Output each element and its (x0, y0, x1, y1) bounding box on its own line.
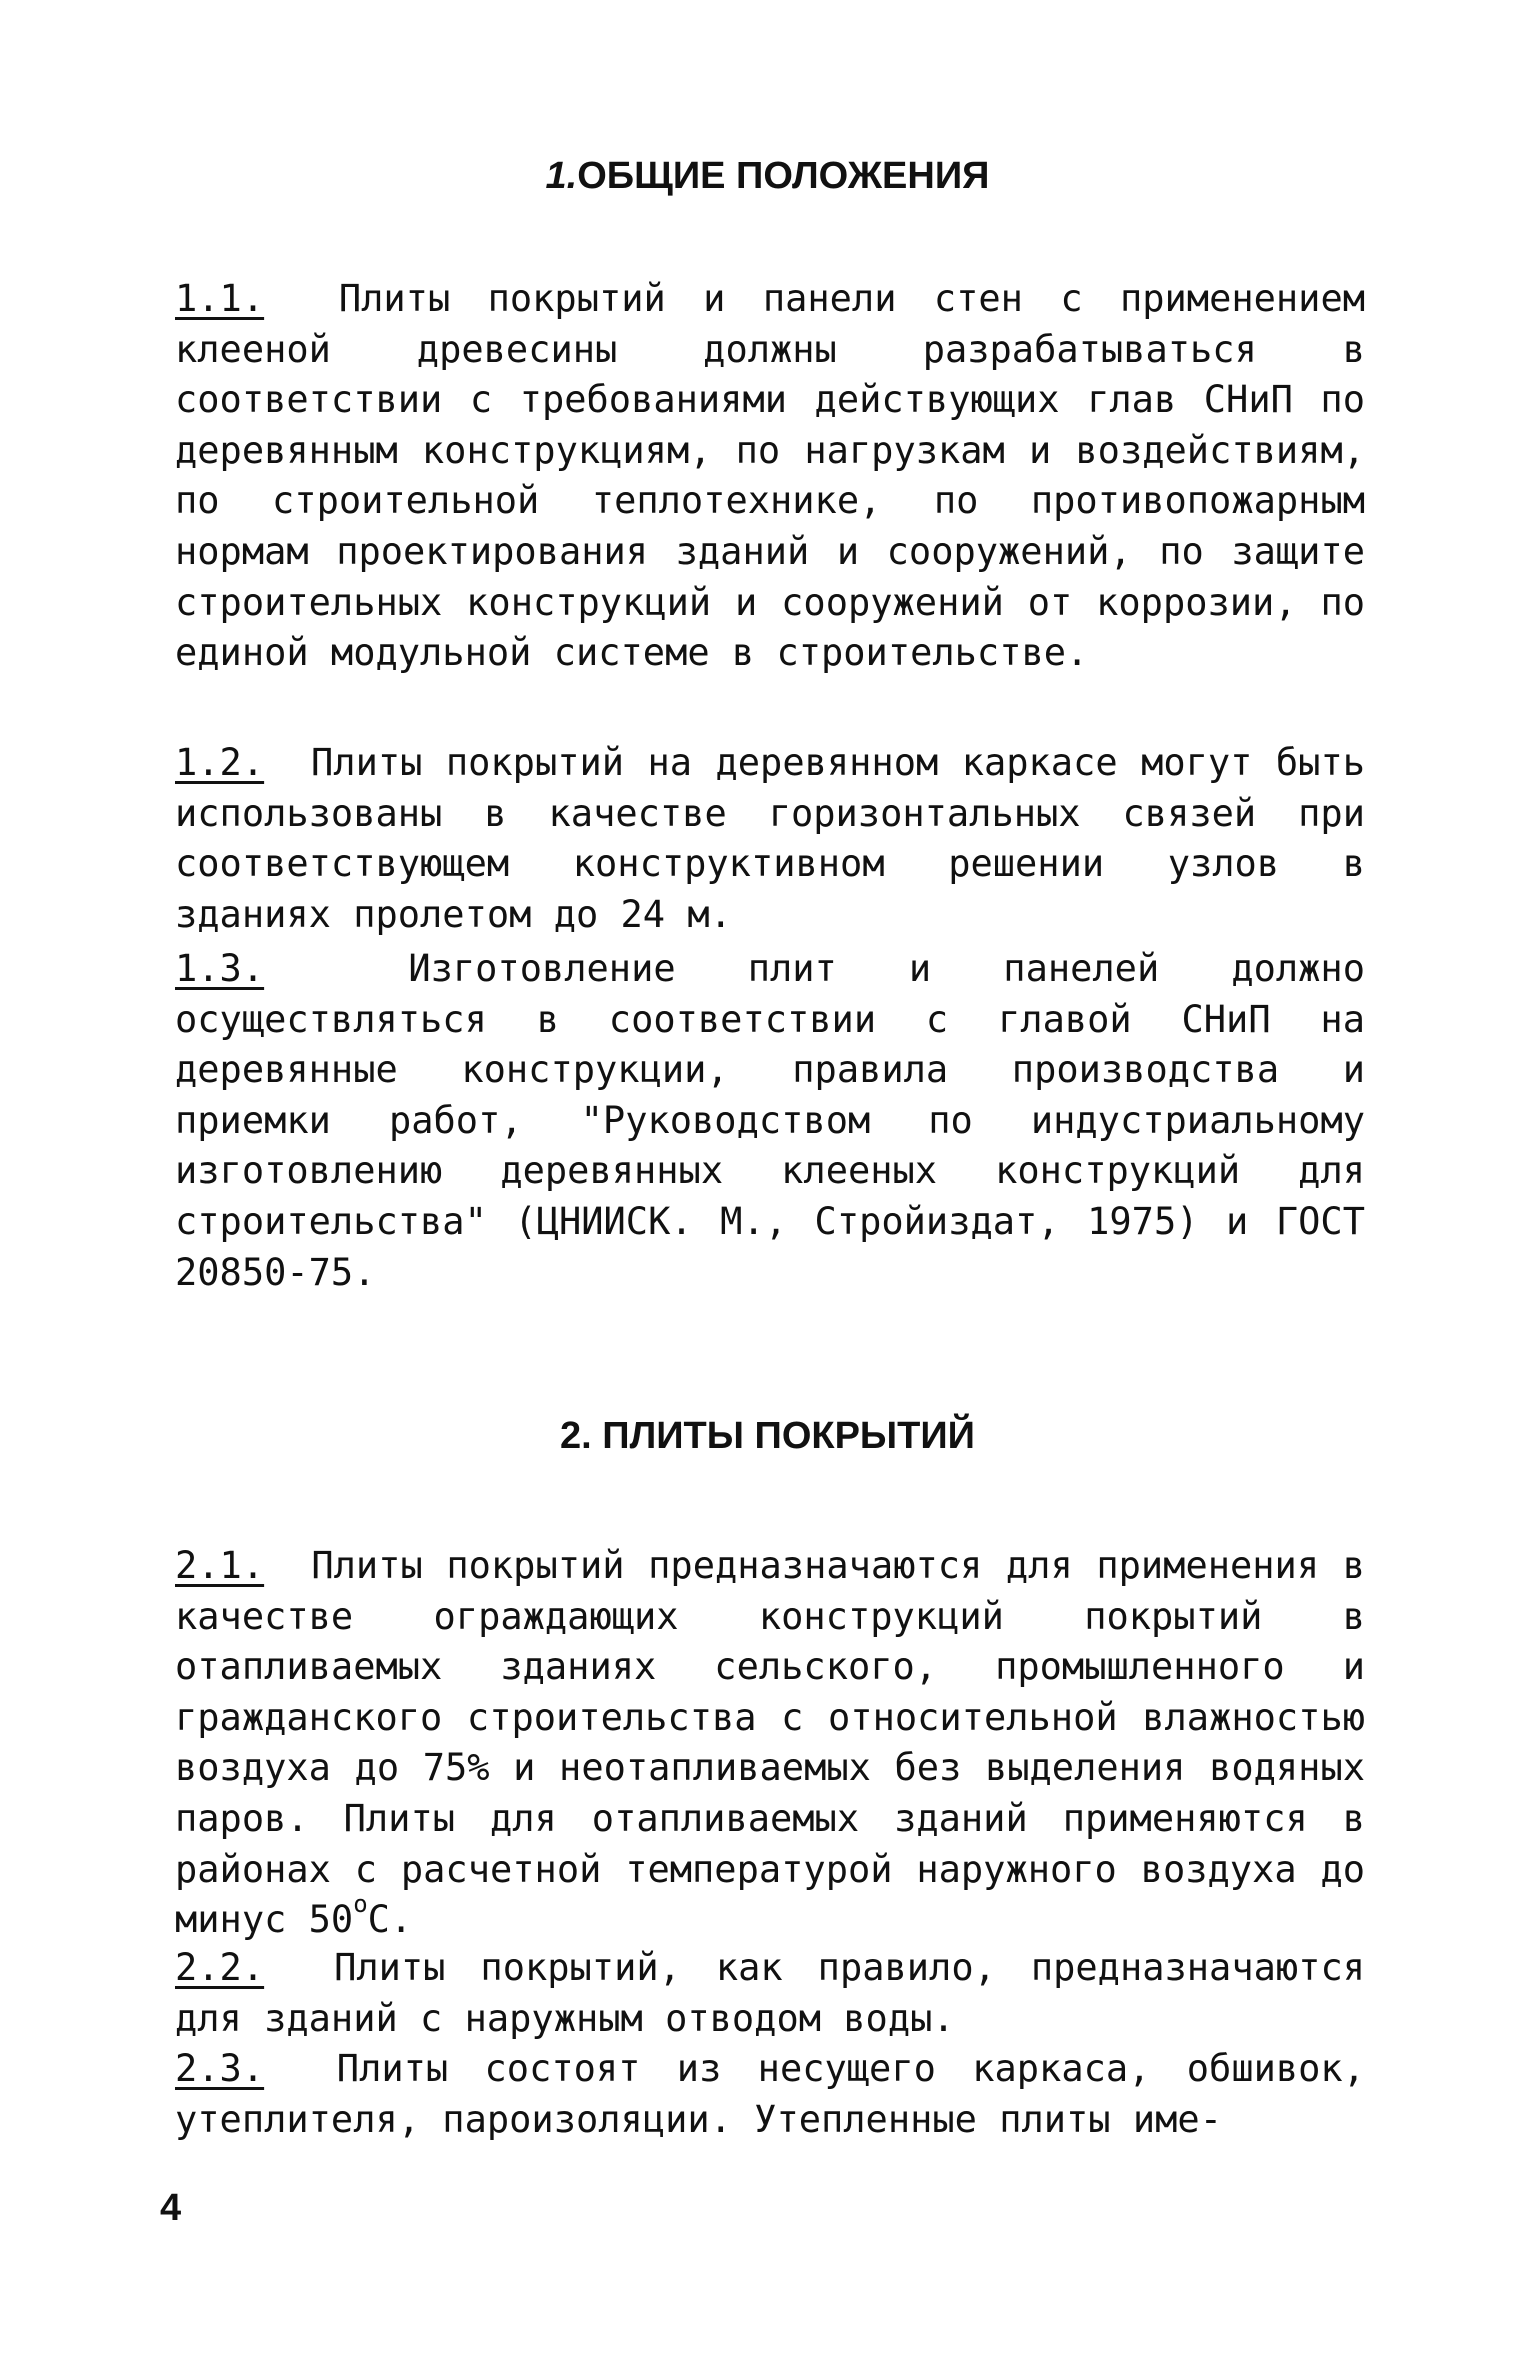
paragraph-2-2 (175, 1943, 1365, 2044)
paragraph-text: Плиты покрытий и панели стен с применением клееной древесины должны разрабатываться в соответствии с требованиями действующих глав СНиП по деревянным конструкциям, по нагрузкам и воздействиям, по строительной теплотехнике, по противопожарным нормам проектирования зданий и сооружений, по защите строительных конструкций и сооружений от коррозии, по единой модульной системе в строительстве. (175, 277, 1365, 675)
paragraph-1-3 (175, 944, 1365, 1298)
degree-mark: о (353, 1890, 368, 1919)
section-2-heading: 2. ПЛИТЫ ПОКРЫТИЙ (560, 1415, 975, 1457)
paragraph-text: Плиты покрытий предназначаются для применения в качестве ограждающих конструкций покрытий в отапливаемых зданиях сельского, промышленного и гражданского строительства с относительной влажностью воздуха до 75% и неотапливаемых без выделения водяных паров. Плиты для отапливаемых зданий применяются в районах с расчетной температурой наружного воздуха до минус 50 (175, 1544, 1365, 1942)
paragraph-number: 1.2. (175, 741, 265, 784)
paragraph-text: Плиты покрытий на деревянном каркасе могут быть использованы в качестве горизонтальных связей при соответствующем конструктивном решении узлов в зданиях пролетом до 24 м. (175, 741, 1366, 936)
paragraph-number: 1.1. (175, 277, 265, 320)
paragraph-2-1 (175, 1541, 1365, 1946)
paragraph-text: Плиты состоят из несущего каркаса, обшивок, утеплителя, пароизоляции. Утепленные плиты име- (175, 2047, 1365, 2141)
section-1-title: ОБЩИЕ ПОЛОЖЕНИЯ (577, 155, 990, 197)
temperature-unit: С. (367, 1898, 413, 1942)
section-1-heading (0, 155, 1535, 198)
paragraph-text: Изготовление плит и панелей должно осуществляться в соответствии с главой СНиП на деревянные конструкции, правила производства и приемки работ, "Руководством по индустриальному изготовлению деревянных клееных конструкций для строительства" (ЦНИИСК. М., Стройиздат, 1975) и ГОСТ 20850-75. (175, 947, 1365, 1294)
paragraph-number: 2.1. (175, 1544, 265, 1587)
paragraph-number: 2.2. (175, 1946, 265, 1989)
paragraph-number: 2.3. (175, 2047, 265, 2090)
section-1-number: 1. (545, 155, 578, 197)
paragraph-number: 1.3. (175, 947, 265, 990)
paragraph-1-2 (175, 738, 1365, 940)
paragraph-2-3 (175, 2044, 1365, 2145)
paragraph-1-1 (175, 274, 1365, 679)
paragraph-text: Плиты покрытий, как правило, предназначаются для зданий с наружным отводом воды. (175, 1946, 1365, 2040)
page-number: 4 (160, 2187, 182, 2229)
